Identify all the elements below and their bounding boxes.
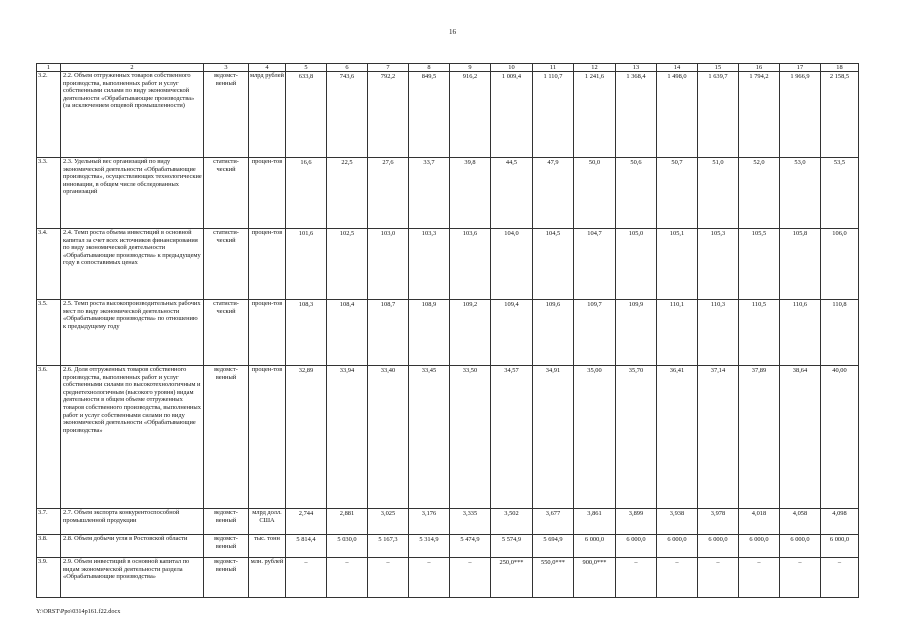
value-cell: 104,7: [574, 229, 616, 300]
value-cell: 110,3: [698, 300, 739, 366]
value-cell: –: [780, 558, 821, 598]
unit: процен-тов: [249, 300, 286, 366]
value-cell: 53,0: [780, 158, 821, 229]
header-cell: 3: [204, 64, 249, 72]
value-cell: 110,5: [739, 300, 780, 366]
value-cell: 6 000,0: [657, 535, 698, 558]
header-cell: 13: [616, 64, 657, 72]
value-cell: 109,4: [491, 300, 533, 366]
value-cell: 3,938: [657, 509, 698, 535]
value-cell: –: [739, 558, 780, 598]
row-number: 3.2.: [37, 72, 61, 158]
value-cell: 103,0: [368, 229, 409, 300]
value-cell: 109,9: [616, 300, 657, 366]
value-cell: 3,677: [533, 509, 574, 535]
indicator-name: 2.4. Темп роста объема инвестиций в основной капитал за счет всех источников финансирования по виду экономической деятельности «Обрабатывающие производства» к предыдущему году в сопоставимых ценах: [61, 229, 204, 300]
value-cell: 33,94: [327, 366, 368, 509]
value-cell: –: [616, 558, 657, 598]
value-cell: 105,5: [739, 229, 780, 300]
table-row: [37, 366, 859, 509]
value-cell: 5 314,9: [409, 535, 450, 558]
value-cell: –: [368, 558, 409, 598]
value-cell: 33,40: [368, 366, 409, 509]
value-cell: 4,058: [780, 509, 821, 535]
value-cell: 3,025: [368, 509, 409, 535]
indicator-name: 2.5. Темп роста высокопроизводительных рабочих мест по виду экономической деятельности «Обрабатывающие производства» по отношению к предыдущему году: [61, 300, 204, 366]
value-cell: 50,0: [574, 158, 616, 229]
indicator-name: 2.8. Объем добычи угля в Ростовской области: [61, 535, 204, 558]
row-number: 3.8.: [37, 535, 61, 558]
value-cell: 3,899: [616, 509, 657, 535]
table-row: [37, 558, 859, 598]
value-cell: 5 474,9: [450, 535, 491, 558]
value-cell: 1 498,0: [657, 72, 698, 158]
value-cell: 104,5: [533, 229, 574, 300]
value-cell: –: [657, 558, 698, 598]
value-cell: 103,6: [450, 229, 491, 300]
value-cell: 40,00: [821, 366, 859, 509]
value-cell: 633,8: [286, 72, 327, 158]
value-cell: 110,8: [821, 300, 859, 366]
header-cell: 18: [821, 64, 859, 72]
value-cell: 6 000,0: [616, 535, 657, 558]
value-cell: 50,7: [657, 158, 698, 229]
value-cell: 2 158,5: [821, 72, 859, 158]
value-cell: 250,0***: [491, 558, 533, 598]
header-cell: 12: [574, 64, 616, 72]
value-cell: 108,3: [286, 300, 327, 366]
table-row: [37, 535, 859, 558]
row-number: 3.9.: [37, 558, 61, 598]
value-cell: 1 794,2: [739, 72, 780, 158]
value-cell: 37,89: [739, 366, 780, 509]
page-number: 16: [449, 28, 456, 36]
data-source: ведомст-венный: [204, 558, 249, 598]
indicator-name: 2.9. Объем инвестиций в основной капитал по видам экономической деятельности раздела «Обрабатывающие производства»: [61, 558, 204, 598]
indicators-table: [36, 63, 859, 598]
value-cell: 105,1: [657, 229, 698, 300]
value-cell: 36,41: [657, 366, 698, 509]
value-cell: 105,8: [780, 229, 821, 300]
row-number: 3.3.: [37, 158, 61, 229]
row-number: 3.6.: [37, 366, 61, 509]
data-source: статисти-ческий: [204, 300, 249, 366]
value-cell: 6 000,0: [821, 535, 859, 558]
value-cell: 550,0***: [533, 558, 574, 598]
value-cell: 5 574,9: [491, 535, 533, 558]
value-cell: 105,0: [616, 229, 657, 300]
data-source: статисти-ческий: [204, 229, 249, 300]
value-cell: 50,6: [616, 158, 657, 229]
header-cell: 5: [286, 64, 327, 72]
unit: процен-тов: [249, 158, 286, 229]
data-source: ведомст-венный: [204, 366, 249, 509]
header-cell: 1: [37, 64, 61, 72]
indicator-name: 2.7. Объем экспорта конкурентоспособной промышленной продукции: [61, 509, 204, 535]
value-cell: 3,335: [450, 509, 491, 535]
value-cell: 38,64: [780, 366, 821, 509]
value-cell: 3,502: [491, 509, 533, 535]
value-cell: 4,098: [821, 509, 859, 535]
value-cell: 33,45: [409, 366, 450, 509]
table-row: [37, 509, 859, 535]
value-cell: 52,0: [739, 158, 780, 229]
value-cell: 110,6: [780, 300, 821, 366]
value-cell: 53,5: [821, 158, 859, 229]
value-cell: 743,6: [327, 72, 368, 158]
data-source: ведомст-венный: [204, 535, 249, 558]
indicator-name: 2.6. Доля отгруженных товаров собственного производства, выполненных работ и услуг собственными силами по высокотехнологичным и среднетехнологичным (высокого уровня) видам деятельности в общем объеме отгруженных товаров собственного производства, выполненных работ и услуг собственными силами по виду экономической деятельности «Обрабатывающие производства»: [61, 366, 204, 509]
value-cell: 35,00: [574, 366, 616, 509]
value-cell: –: [286, 558, 327, 598]
value-cell: 51,0: [698, 158, 739, 229]
header-cell: 9: [450, 64, 491, 72]
header-row: [37, 64, 859, 72]
unit: процен-тов: [249, 229, 286, 300]
value-cell: 849,5: [409, 72, 450, 158]
value-cell: 109,7: [574, 300, 616, 366]
unit: млн. рублей: [249, 558, 286, 598]
value-cell: 109,6: [533, 300, 574, 366]
value-cell: 34,91: [533, 366, 574, 509]
value-cell: 916,2: [450, 72, 491, 158]
table-row: [37, 158, 859, 229]
data-source: статисти-ческий: [204, 158, 249, 229]
value-cell: –: [821, 558, 859, 598]
table-row: [37, 72, 859, 158]
value-cell: 108,9: [409, 300, 450, 366]
header-cell: 14: [657, 64, 698, 72]
row-number: 3.4.: [37, 229, 61, 300]
value-cell: 34,57: [491, 366, 533, 509]
value-cell: 6 000,0: [574, 535, 616, 558]
value-cell: 6 000,0: [698, 535, 739, 558]
value-cell: 900,0***: [574, 558, 616, 598]
value-cell: 2,744: [286, 509, 327, 535]
value-cell: 3,978: [698, 509, 739, 535]
value-cell: 16,6: [286, 158, 327, 229]
value-cell: –: [698, 558, 739, 598]
row-number: 3.7.: [37, 509, 61, 535]
value-cell: 1 368,4: [616, 72, 657, 158]
value-cell: 108,7: [368, 300, 409, 366]
value-cell: 102,5: [327, 229, 368, 300]
header-cell: 17: [780, 64, 821, 72]
value-cell: –: [409, 558, 450, 598]
value-cell: 1 966,9: [780, 72, 821, 158]
unit: млрд долл. США: [249, 509, 286, 535]
value-cell: 6 000,0: [780, 535, 821, 558]
value-cell: 27,6: [368, 158, 409, 229]
value-cell: 5 694,9: [533, 535, 574, 558]
header-cell: 8: [409, 64, 450, 72]
indicator-name: 2.2. Объем отгруженных товаров собственного производства, выполненных работ и услуг собственными силами по виду экономической деятельности «Обрабатывающие производства» (за исключением опцевой промышленности): [61, 72, 204, 158]
value-cell: 4,018: [739, 509, 780, 535]
value-cell: 106,0: [821, 229, 859, 300]
value-cell: –: [450, 558, 491, 598]
table-row: [37, 300, 859, 366]
value-cell: 32,89: [286, 366, 327, 509]
header-cell: 2: [61, 64, 204, 72]
value-cell: 3,176: [409, 509, 450, 535]
value-cell: 37,14: [698, 366, 739, 509]
value-cell: –: [327, 558, 368, 598]
value-cell: 1 639,7: [698, 72, 739, 158]
indicator-name: 2.3. Удельный вес организаций по виду экономической деятельности «Обрабатывающие производства», осуществляющих технологические инновации, в общем числе обследованных организаций: [61, 158, 204, 229]
header-cell: 11: [533, 64, 574, 72]
value-cell: 44,5: [491, 158, 533, 229]
value-cell: 33,7: [409, 158, 450, 229]
value-cell: 6 000,0: [739, 535, 780, 558]
value-cell: 47,9: [533, 158, 574, 229]
value-cell: 103,3: [409, 229, 450, 300]
header-cell: 16: [739, 64, 780, 72]
header-cell: 4: [249, 64, 286, 72]
value-cell: 2,881: [327, 509, 368, 535]
header-cell: 10: [491, 64, 533, 72]
value-cell: 5 167,3: [368, 535, 409, 558]
value-cell: 1 009,4: [491, 72, 533, 158]
value-cell: 110,1: [657, 300, 698, 366]
value-cell: 22,5: [327, 158, 368, 229]
value-cell: 108,4: [327, 300, 368, 366]
value-cell: 104,0: [491, 229, 533, 300]
value-cell: 5 814,4: [286, 535, 327, 558]
unit: тыс. тонн: [249, 535, 286, 558]
value-cell: 105,3: [698, 229, 739, 300]
value-cell: 1 241,6: [574, 72, 616, 158]
header-cell: 7: [368, 64, 409, 72]
header-cell: 6: [327, 64, 368, 72]
value-cell: 39,8: [450, 158, 491, 229]
value-cell: 3,861: [574, 509, 616, 535]
value-cell: 109,2: [450, 300, 491, 366]
unit: процен-тов: [249, 366, 286, 509]
row-number: 3.5.: [37, 300, 61, 366]
value-cell: 792,2: [368, 72, 409, 158]
data-source: ведомст-венный: [204, 72, 249, 158]
value-cell: 33,50: [450, 366, 491, 509]
value-cell: 101,6: [286, 229, 327, 300]
file-path-footer: Y:\ORST\Ppo\0314p161.f22.docx: [36, 608, 121, 615]
value-cell: 35,70: [616, 366, 657, 509]
value-cell: 1 110,7: [533, 72, 574, 158]
unit: млрд рублей: [249, 72, 286, 158]
header-cell: 15: [698, 64, 739, 72]
value-cell: 5 030,0: [327, 535, 368, 558]
table-row: [37, 229, 859, 300]
data-source: ведомст-венный: [204, 509, 249, 535]
